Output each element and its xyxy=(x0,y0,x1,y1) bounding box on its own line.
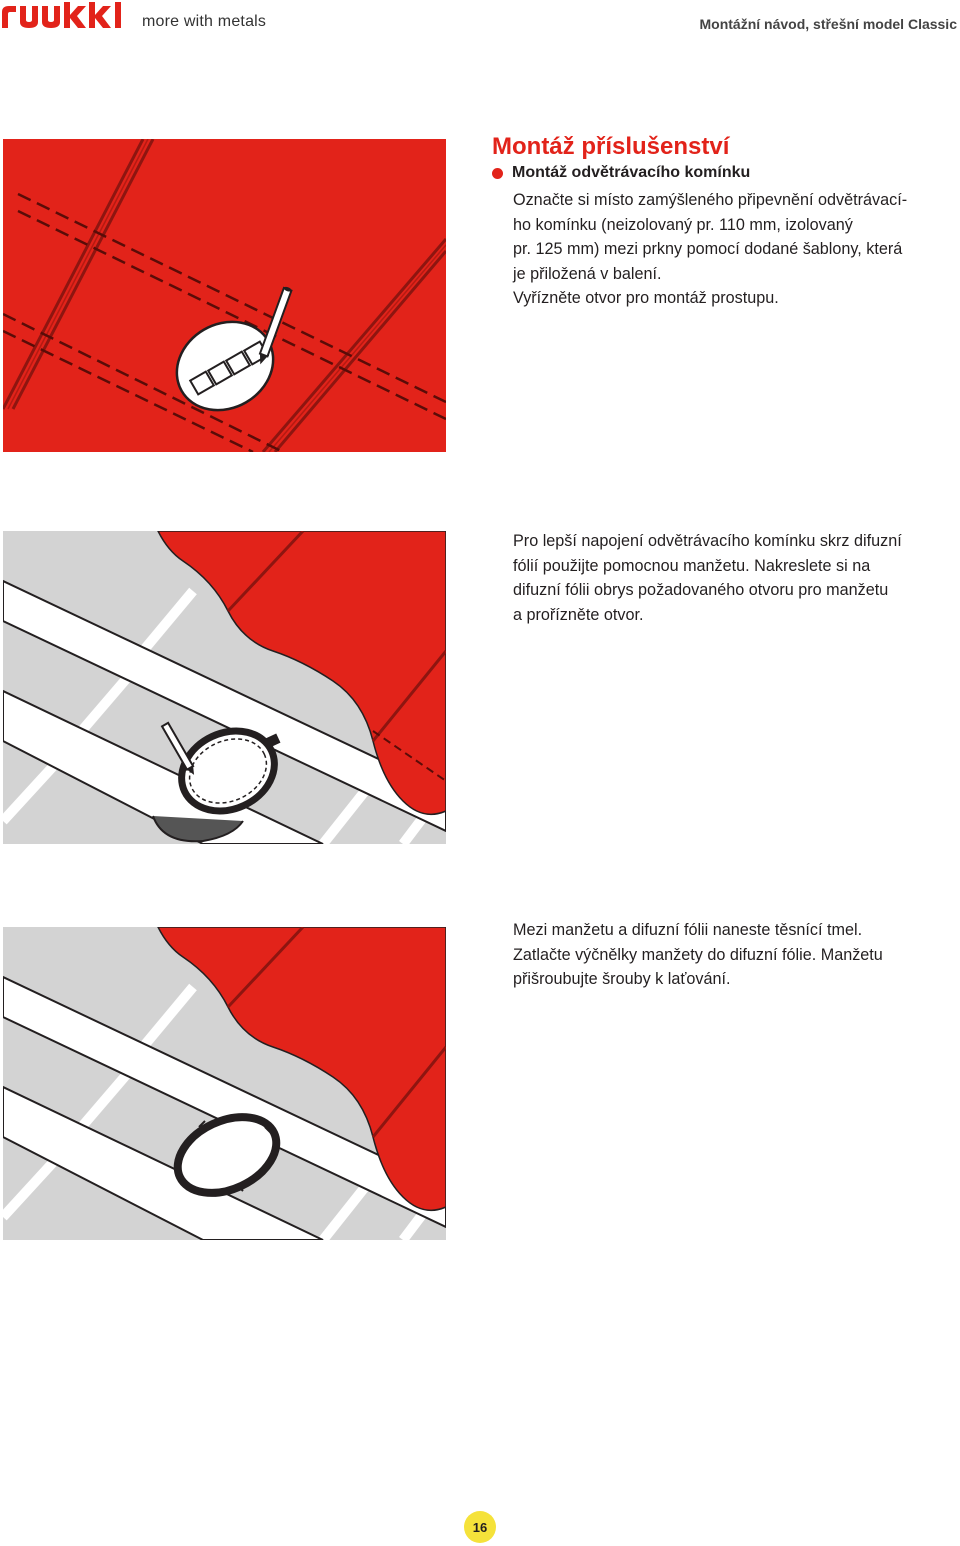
step-2-line: fólií použijte pomocnou manžetu. Nakreslete si na xyxy=(513,556,871,575)
collar-outline-illustration xyxy=(3,531,446,844)
step-3-text xyxy=(513,918,957,992)
ruukki-logo-icon xyxy=(0,0,135,34)
step-3-line: přišroubujte šrouby k laťování. xyxy=(513,970,731,988)
step-2-text xyxy=(513,529,957,627)
step-1-line: ho komínku (neizolovaný pr. 110 mm, izolovaný xyxy=(513,215,853,234)
bullet-heading: Montáž odvětrávacího komínku xyxy=(512,164,751,181)
step-2-line: Pro lepší napojení odvětrávacího komínku skrz difuzní xyxy=(513,532,902,550)
bullet-dot-icon xyxy=(492,168,503,179)
step-2-line: a prořízněte otvor. xyxy=(513,605,644,624)
document-title: Montážní návod, střešní model Classic xyxy=(699,16,957,32)
step-3-line: Mezi manžetu a difuzní fólii naneste těsnící tmel. xyxy=(513,921,863,939)
step-1-line: je přiložená v balení. xyxy=(513,264,662,283)
step-1-text xyxy=(513,188,957,311)
step-2-line: difuzní fólii obrys požadovaného otvoru pro manžetu xyxy=(513,581,889,599)
section-title: Montáž příslušenství xyxy=(492,133,730,160)
page-number-badge: 16 xyxy=(464,1511,496,1543)
step-3-line: Zatlačte výčnělky manžety do difuzní fólie. Manžetu xyxy=(513,945,883,964)
collar-fixed-illustration xyxy=(3,927,446,1240)
section-bullet xyxy=(492,164,750,182)
brand-tagline: more with metals xyxy=(142,13,267,30)
step-1-line: pr. 125 mm) mezi prkny pomocí dodané šablony, která xyxy=(513,240,903,258)
template-marking-illustration xyxy=(3,139,446,452)
step-1-line: Vyřízněte otvor pro montáž prostupu. xyxy=(513,289,779,307)
step-1-line: Označte si místo zamýšleného připevnění odvětrávací- xyxy=(513,191,908,209)
